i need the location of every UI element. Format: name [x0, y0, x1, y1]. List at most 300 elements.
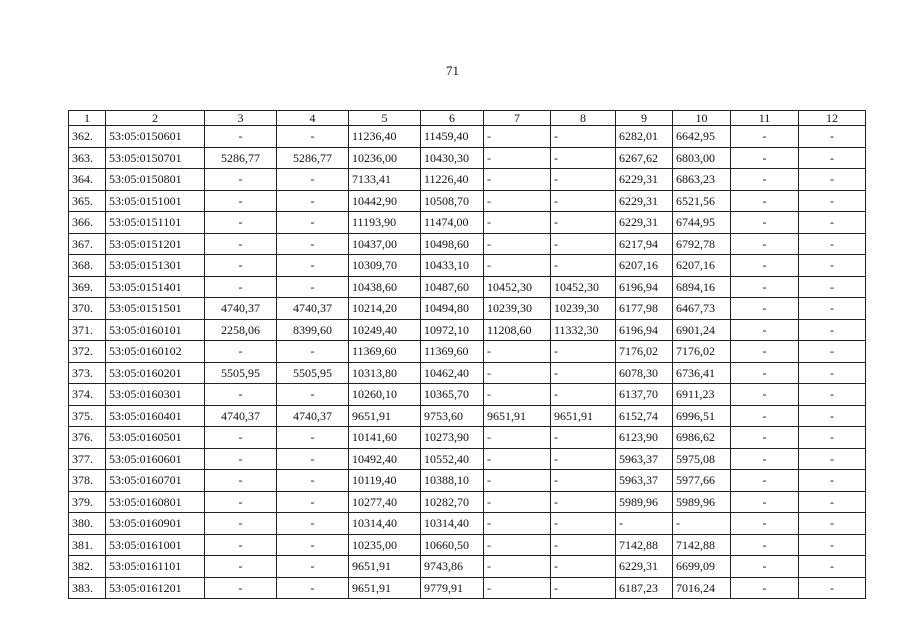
- value-cell: -: [799, 362, 866, 384]
- value-cell: -: [551, 513, 616, 535]
- value-cell: 6901,24: [673, 319, 731, 341]
- value-cell: -: [277, 233, 349, 255]
- value-cell: 6123,90: [616, 427, 673, 449]
- value-cell: -: [799, 255, 866, 277]
- value-cell: -: [799, 276, 866, 298]
- row-number-cell: 381.: [69, 534, 106, 556]
- value-cell: -: [205, 169, 277, 191]
- row-number-cell: 367.: [69, 233, 106, 255]
- value-cell: -: [484, 427, 551, 449]
- value-cell: -: [277, 491, 349, 513]
- table-row: [69, 577, 866, 599]
- table-row: [69, 169, 866, 191]
- table-row: [69, 341, 866, 363]
- value-cell: 10214,20: [349, 298, 421, 320]
- column-header: 11: [731, 111, 799, 126]
- value-cell: -: [799, 470, 866, 492]
- value-cell: -: [799, 427, 866, 449]
- row-number-cell: 383.: [69, 577, 106, 599]
- value-cell: -: [277, 384, 349, 406]
- value-cell: 10462,40: [421, 362, 484, 384]
- value-cell: 11332,30: [551, 319, 616, 341]
- value-cell: -: [731, 362, 799, 384]
- cadastral-block-cell: 53:05:0161101: [106, 556, 205, 578]
- value-cell: -: [731, 319, 799, 341]
- value-cell: 10314,40: [349, 513, 421, 535]
- value-cell: 10235,00: [349, 534, 421, 556]
- cadastral-block-cell: 53:05:0150601: [106, 126, 205, 148]
- value-cell: -: [484, 513, 551, 535]
- value-cell: 11369,60: [349, 341, 421, 363]
- value-cell: 4740,37: [277, 405, 349, 427]
- value-cell: 10494,80: [421, 298, 484, 320]
- row-number-cell: 380.: [69, 513, 106, 535]
- value-cell: -: [551, 169, 616, 191]
- value-cell: -: [205, 276, 277, 298]
- value-cell: 6187,23: [616, 577, 673, 599]
- value-cell: 10438,60: [349, 276, 421, 298]
- value-cell: -: [484, 577, 551, 599]
- value-cell: -: [277, 169, 349, 191]
- column-header: 7: [484, 111, 551, 126]
- value-cell: -: [551, 491, 616, 513]
- value-cell: -: [731, 147, 799, 169]
- cadastral-block-cell: 53:05:0151201: [106, 233, 205, 255]
- value-cell: 5505,95: [205, 362, 277, 384]
- cadastral-value-table: [68, 110, 866, 599]
- column-header: 3: [205, 111, 277, 126]
- value-cell: 11474,00: [421, 212, 484, 234]
- value-cell: 10452,30: [484, 276, 551, 298]
- column-header: 4: [277, 111, 349, 126]
- value-cell: -: [484, 470, 551, 492]
- value-cell: 7142,88: [673, 534, 731, 556]
- value-cell: -: [277, 577, 349, 599]
- value-cell: 10498,60: [421, 233, 484, 255]
- value-cell: 9651,91: [551, 405, 616, 427]
- value-cell: -: [551, 534, 616, 556]
- cadastral-block-cell: 53:05:0151401: [106, 276, 205, 298]
- cadastral-block-cell: 53:05:0160801: [106, 491, 205, 513]
- value-cell: 7176,02: [673, 341, 731, 363]
- value-cell: -: [551, 190, 616, 212]
- value-cell: 6792,78: [673, 233, 731, 255]
- value-cell: -: [205, 577, 277, 599]
- row-number-cell: 374.: [69, 384, 106, 406]
- value-cell: -: [277, 212, 349, 234]
- row-number-cell: 372.: [69, 341, 106, 363]
- table-row: [69, 448, 866, 470]
- value-cell: 10552,40: [421, 448, 484, 470]
- value-cell: 10119,40: [349, 470, 421, 492]
- column-header: 2: [106, 111, 205, 126]
- value-cell: 4740,37: [205, 298, 277, 320]
- value-cell: 2258,06: [205, 319, 277, 341]
- column-header: 12: [799, 111, 866, 126]
- row-number-cell: 375.: [69, 405, 106, 427]
- value-cell: 5286,77: [277, 147, 349, 169]
- value-cell: 10437,00: [349, 233, 421, 255]
- column-header: 6: [421, 111, 484, 126]
- value-cell: -: [484, 556, 551, 578]
- value-cell: -: [205, 534, 277, 556]
- value-cell: -: [616, 513, 673, 535]
- value-cell: 6642,95: [673, 126, 731, 148]
- value-cell: 5505,95: [277, 362, 349, 384]
- value-cell: 11193,90: [349, 212, 421, 234]
- value-cell: 5963,37: [616, 448, 673, 470]
- row-number-cell: 363.: [69, 147, 106, 169]
- value-cell: 10492,40: [349, 448, 421, 470]
- table-row: [69, 513, 866, 535]
- value-cell: -: [205, 212, 277, 234]
- value-cell: 6863,23: [673, 169, 731, 191]
- value-cell: -: [484, 212, 551, 234]
- value-cell: 7133,41: [349, 169, 421, 191]
- value-cell: 6803,00: [673, 147, 731, 169]
- value-cell: -: [799, 513, 866, 535]
- value-cell: 6521,56: [673, 190, 731, 212]
- value-cell: -: [277, 427, 349, 449]
- value-cell: 5286,77: [205, 147, 277, 169]
- value-cell: 10430,30: [421, 147, 484, 169]
- value-cell: -: [277, 255, 349, 277]
- value-cell: -: [731, 470, 799, 492]
- value-cell: 11369,60: [421, 341, 484, 363]
- value-cell: -: [484, 362, 551, 384]
- value-cell: -: [277, 448, 349, 470]
- table-row: [69, 190, 866, 212]
- value-cell: 10388,10: [421, 470, 484, 492]
- value-cell: -: [277, 341, 349, 363]
- value-cell: -: [277, 470, 349, 492]
- table-row: [69, 491, 866, 513]
- value-cell: 10239,30: [551, 298, 616, 320]
- row-number-cell: 373.: [69, 362, 106, 384]
- cadastral-block-cell: 53:05:0160901: [106, 513, 205, 535]
- value-cell: 6267,62: [616, 147, 673, 169]
- table-row: [69, 126, 866, 148]
- value-cell: -: [799, 577, 866, 599]
- value-cell: -: [731, 556, 799, 578]
- table-row: [69, 147, 866, 169]
- value-cell: -: [799, 556, 866, 578]
- value-cell: -: [205, 556, 277, 578]
- value-cell: 6137,70: [616, 384, 673, 406]
- value-cell: -: [277, 556, 349, 578]
- value-cell: -: [731, 276, 799, 298]
- value-cell: -: [731, 212, 799, 234]
- value-cell: 6207,16: [616, 255, 673, 277]
- value-cell: 6217,94: [616, 233, 673, 255]
- row-number-cell: 379.: [69, 491, 106, 513]
- value-cell: 10239,30: [484, 298, 551, 320]
- table-row: [69, 405, 866, 427]
- value-cell: -: [731, 448, 799, 470]
- cadastral-block-cell: 53:05:0150801: [106, 169, 205, 191]
- value-cell: 5989,96: [673, 491, 731, 513]
- table-row: [69, 255, 866, 277]
- value-cell: 10442,90: [349, 190, 421, 212]
- value-cell: -: [731, 190, 799, 212]
- value-cell: -: [799, 212, 866, 234]
- value-cell: -: [551, 341, 616, 363]
- value-cell: 5989,96: [616, 491, 673, 513]
- table-row: [69, 212, 866, 234]
- value-cell: -: [731, 169, 799, 191]
- value-cell: -: [484, 126, 551, 148]
- value-cell: 6894,16: [673, 276, 731, 298]
- cadastral-block-cell: 53:05:0151301: [106, 255, 205, 277]
- cadastral-block-cell: 53:05:0150701: [106, 147, 205, 169]
- row-number-cell: 376.: [69, 427, 106, 449]
- value-cell: 6229,31: [616, 556, 673, 578]
- value-cell: -: [799, 233, 866, 255]
- value-cell: 4740,37: [205, 405, 277, 427]
- value-cell: -: [205, 255, 277, 277]
- value-cell: -: [551, 255, 616, 277]
- value-cell: -: [731, 341, 799, 363]
- value-cell: -: [731, 298, 799, 320]
- value-cell: -: [551, 233, 616, 255]
- value-cell: 11226,40: [421, 169, 484, 191]
- table-row: [69, 556, 866, 578]
- value-cell: -: [551, 147, 616, 169]
- value-cell: 10236,00: [349, 147, 421, 169]
- value-cell: -: [799, 448, 866, 470]
- value-cell: -: [484, 491, 551, 513]
- value-cell: 7142,88: [616, 534, 673, 556]
- row-number-cell: 371.: [69, 319, 106, 341]
- value-cell: 10141,60: [349, 427, 421, 449]
- value-cell: 10508,70: [421, 190, 484, 212]
- value-cell: -: [205, 341, 277, 363]
- value-cell: 5977,66: [673, 470, 731, 492]
- cadastral-block-cell: 53:05:0160701: [106, 470, 205, 492]
- row-number-cell: 366.: [69, 212, 106, 234]
- value-cell: -: [277, 126, 349, 148]
- table-row: [69, 276, 866, 298]
- row-number-cell: 365.: [69, 190, 106, 212]
- row-number-cell: 378.: [69, 470, 106, 492]
- value-cell: 10249,40: [349, 319, 421, 341]
- value-cell: -: [205, 448, 277, 470]
- value-cell: 4740,37: [277, 298, 349, 320]
- value-cell: 9753,60: [421, 405, 484, 427]
- value-cell: 10972,10: [421, 319, 484, 341]
- value-cell: -: [551, 556, 616, 578]
- row-number-cell: 370.: [69, 298, 106, 320]
- table-row: [69, 298, 866, 320]
- table-body: [69, 126, 866, 599]
- value-cell: 10452,30: [551, 276, 616, 298]
- value-cell: -: [551, 384, 616, 406]
- value-cell: -: [551, 362, 616, 384]
- value-cell: -: [799, 190, 866, 212]
- table-row: [69, 534, 866, 556]
- value-cell: 6177,98: [616, 298, 673, 320]
- value-cell: -: [205, 427, 277, 449]
- table-row: [69, 427, 866, 449]
- table-row: [69, 384, 866, 406]
- column-header: 8: [551, 111, 616, 126]
- value-cell: -: [205, 233, 277, 255]
- column-header: 9: [616, 111, 673, 126]
- value-cell: -: [205, 384, 277, 406]
- value-cell: -: [205, 126, 277, 148]
- value-cell: 6078,30: [616, 362, 673, 384]
- value-cell: 7176,02: [616, 341, 673, 363]
- value-cell: -: [484, 190, 551, 212]
- table-row: [69, 470, 866, 492]
- row-number-cell: 368.: [69, 255, 106, 277]
- row-number-cell: 382.: [69, 556, 106, 578]
- value-cell: -: [673, 513, 731, 535]
- cadastral-block-cell: 53:05:0160201: [106, 362, 205, 384]
- value-cell: -: [277, 190, 349, 212]
- value-cell: -: [205, 190, 277, 212]
- cadastral-block-cell: 53:05:0161201: [106, 577, 205, 599]
- column-header: 1: [69, 111, 106, 126]
- cadastral-block-cell: 53:05:0161001: [106, 534, 205, 556]
- value-cell: -: [731, 427, 799, 449]
- value-cell: -: [799, 319, 866, 341]
- value-cell: -: [799, 384, 866, 406]
- value-cell: 10365,70: [421, 384, 484, 406]
- value-cell: -: [799, 169, 866, 191]
- value-cell: 9651,91: [349, 405, 421, 427]
- value-cell: -: [731, 405, 799, 427]
- value-cell: -: [731, 513, 799, 535]
- value-cell: 10314,40: [421, 513, 484, 535]
- value-cell: 7016,24: [673, 577, 731, 599]
- value-cell: -: [731, 255, 799, 277]
- value-cell: -: [484, 448, 551, 470]
- value-cell: -: [799, 491, 866, 513]
- cadastral-block-cell: 53:05:0160501: [106, 427, 205, 449]
- value-cell: -: [799, 405, 866, 427]
- column-number-row: [69, 111, 866, 126]
- value-cell: -: [484, 255, 551, 277]
- value-cell: 5975,08: [673, 448, 731, 470]
- value-cell: 10260,10: [349, 384, 421, 406]
- value-cell: -: [484, 534, 551, 556]
- value-cell: -: [731, 577, 799, 599]
- value-cell: -: [484, 147, 551, 169]
- value-cell: 6744,95: [673, 212, 731, 234]
- cadastral-block-cell: 53:05:0151501: [106, 298, 205, 320]
- cadastral-block-cell: 53:05:0160102: [106, 341, 205, 363]
- value-cell: -: [551, 577, 616, 599]
- cadastral-block-cell: 53:05:0151101: [106, 212, 205, 234]
- value-cell: 9651,91: [349, 577, 421, 599]
- value-cell: 6196,94: [616, 319, 673, 341]
- value-cell: 10309,70: [349, 255, 421, 277]
- value-cell: 6207,16: [673, 255, 731, 277]
- value-cell: -: [205, 513, 277, 535]
- value-cell: -: [484, 169, 551, 191]
- value-cell: 10282,70: [421, 491, 484, 513]
- value-cell: -: [551, 470, 616, 492]
- value-cell: -: [551, 126, 616, 148]
- value-cell: 6282,01: [616, 126, 673, 148]
- value-cell: -: [731, 534, 799, 556]
- page-number: 71: [446, 63, 459, 78]
- value-cell: -: [799, 298, 866, 320]
- value-cell: 6996,51: [673, 405, 731, 427]
- value-cell: 6736,41: [673, 362, 731, 384]
- row-number-cell: 369.: [69, 276, 106, 298]
- row-number-cell: 364.: [69, 169, 106, 191]
- value-cell: 10433,10: [421, 255, 484, 277]
- value-cell: -: [277, 276, 349, 298]
- value-cell: -: [484, 384, 551, 406]
- value-cell: -: [799, 147, 866, 169]
- value-cell: 6152,74: [616, 405, 673, 427]
- value-cell: 6229,31: [616, 169, 673, 191]
- value-cell: 5963,37: [616, 470, 673, 492]
- column-header: 10: [673, 111, 731, 126]
- value-cell: -: [799, 341, 866, 363]
- value-cell: 10487,60: [421, 276, 484, 298]
- row-number-cell: 362.: [69, 126, 106, 148]
- cadastral-block-cell: 53:05:0160101: [106, 319, 205, 341]
- value-cell: -: [731, 384, 799, 406]
- value-cell: -: [731, 491, 799, 513]
- value-cell: 6911,23: [673, 384, 731, 406]
- value-cell: 6229,31: [616, 212, 673, 234]
- cadastral-block-cell: 53:05:0160401: [106, 405, 205, 427]
- value-cell: 9651,91: [349, 556, 421, 578]
- value-cell: 11208,60: [484, 319, 551, 341]
- value-cell: 8399,60: [277, 319, 349, 341]
- value-cell: 6699,09: [673, 556, 731, 578]
- value-cell: 10660,50: [421, 534, 484, 556]
- cadastral-block-cell: 53:05:0151001: [106, 190, 205, 212]
- value-cell: -: [277, 513, 349, 535]
- table-row: [69, 362, 866, 384]
- value-cell: 6986,62: [673, 427, 731, 449]
- value-cell: -: [799, 534, 866, 556]
- value-cell: 11236,40: [349, 126, 421, 148]
- value-cell: -: [731, 126, 799, 148]
- value-cell: -: [551, 448, 616, 470]
- cadastral-block-cell: 53:05:0160301: [106, 384, 205, 406]
- value-cell: -: [484, 233, 551, 255]
- value-cell: -: [205, 470, 277, 492]
- value-cell: 6229,31: [616, 190, 673, 212]
- value-cell: -: [799, 126, 866, 148]
- column-header: 5: [349, 111, 421, 126]
- cadastral-block-cell: 53:05:0160601: [106, 448, 205, 470]
- value-cell: 10313,80: [349, 362, 421, 384]
- table-row: [69, 233, 866, 255]
- value-cell: -: [277, 534, 349, 556]
- table-row: [69, 319, 866, 341]
- value-cell: -: [205, 491, 277, 513]
- value-cell: 10273,90: [421, 427, 484, 449]
- value-cell: 6467,73: [673, 298, 731, 320]
- value-cell: -: [551, 427, 616, 449]
- value-cell: -: [484, 341, 551, 363]
- value-cell: -: [551, 212, 616, 234]
- value-cell: 6196,94: [616, 276, 673, 298]
- value-cell: 11459,40: [421, 126, 484, 148]
- value-cell: 9779,91: [421, 577, 484, 599]
- value-cell: 9743,86: [421, 556, 484, 578]
- value-cell: -: [731, 233, 799, 255]
- value-cell: 10277,40: [349, 491, 421, 513]
